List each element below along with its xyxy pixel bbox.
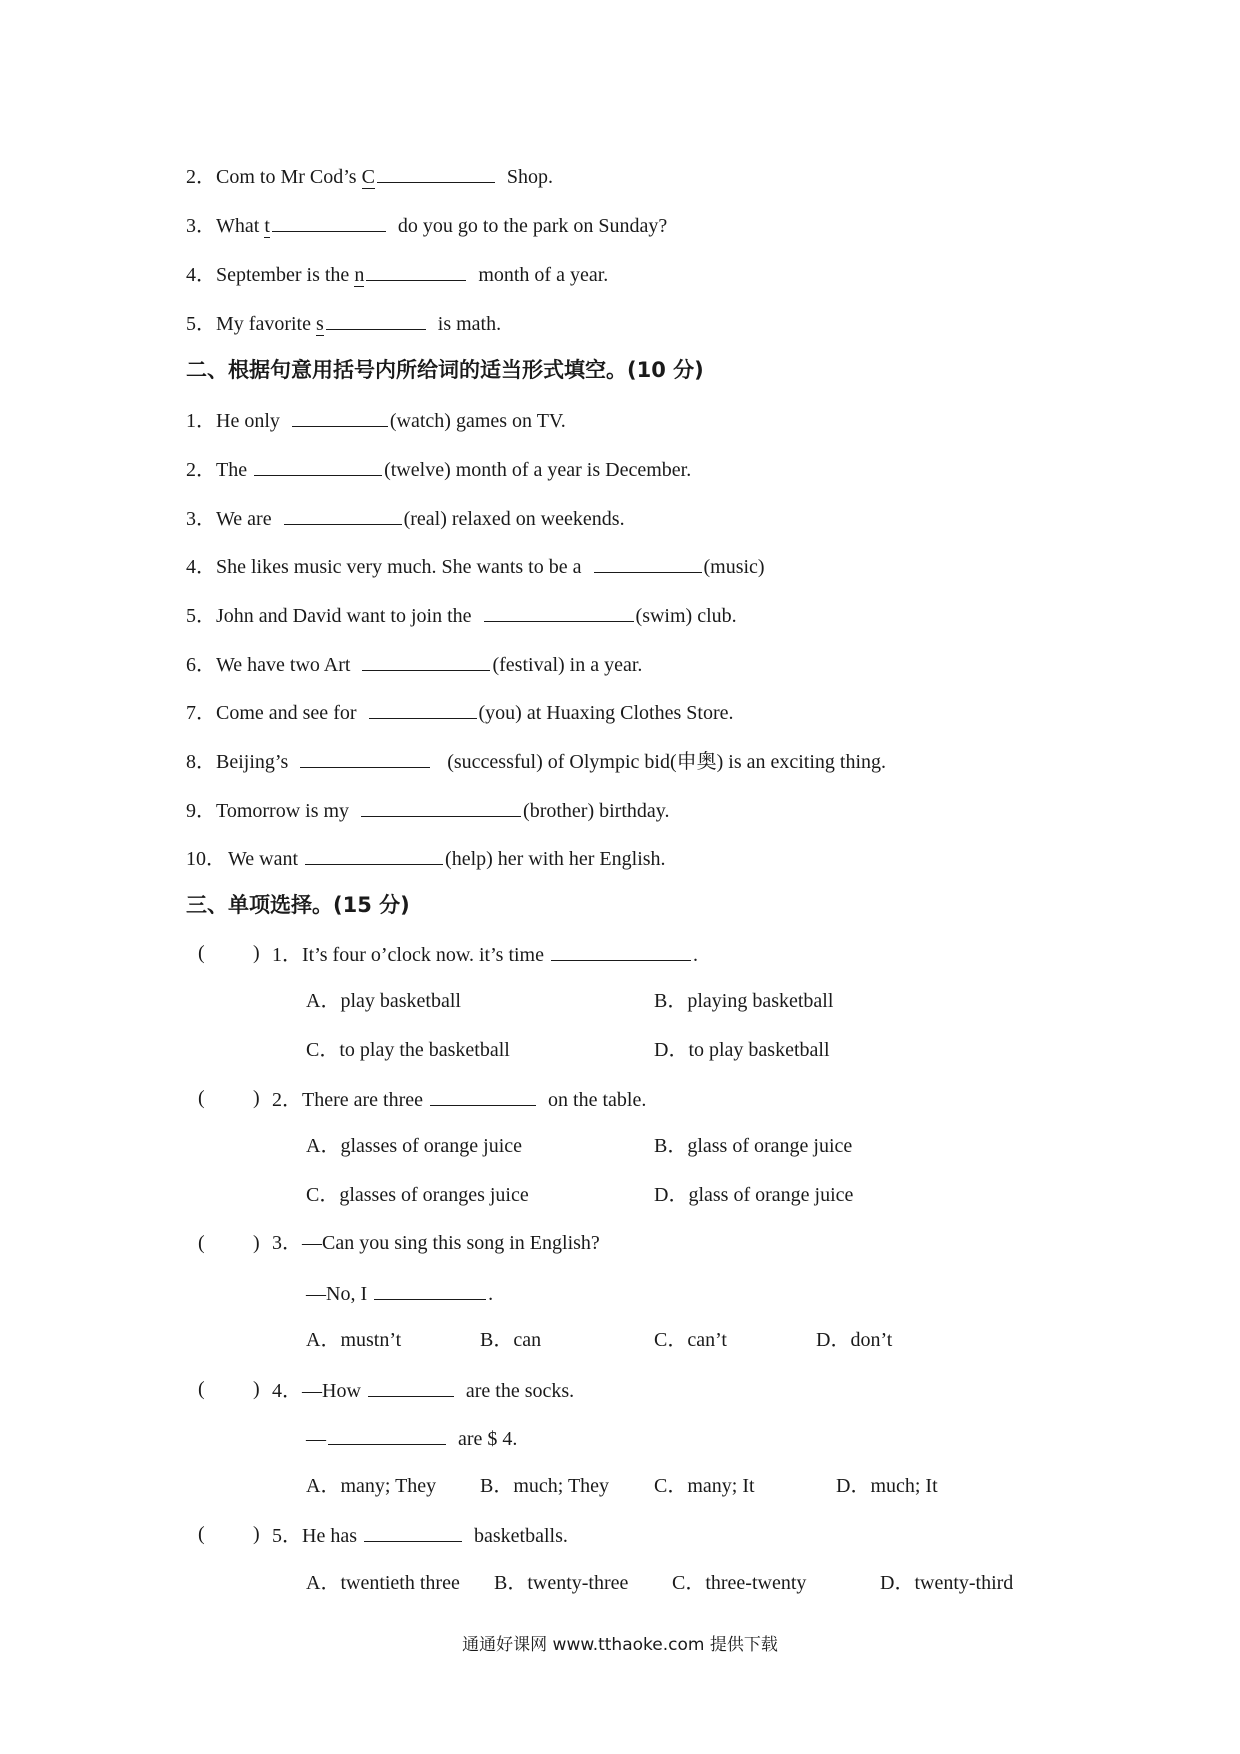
- answer-blank[interactable]: [300, 747, 430, 768]
- answer-blank[interactable]: [594, 552, 702, 573]
- q1-stem: 1．It’s four o’clock now. it’s time .: [272, 940, 698, 968]
- answer-paren-open: (: [198, 1087, 205, 1109]
- answer-slot[interactable]: [210, 940, 250, 966]
- part2-item-10: 10． We want (help) her with her English.: [186, 844, 666, 872]
- q3-option-d[interactable]: D．don’t: [816, 1329, 893, 1351]
- answer-paren-open: (: [198, 1378, 205, 1400]
- q4-option-a[interactable]: A．many; They: [306, 1475, 437, 1497]
- q1-option-d[interactable]: D．to play basketball: [654, 1039, 830, 1061]
- part2-item-3: 3．We are (real) relaxed on weekends.: [186, 504, 625, 532]
- answer-blank[interactable]: [369, 698, 477, 719]
- answer-blank: [364, 1521, 462, 1542]
- part2-item-9: 9．Tomorrow is my (brother) birthday.: [186, 796, 669, 824]
- q5-option-a[interactable]: A．twentieth three: [306, 1572, 460, 1594]
- hint-letter: C: [361, 166, 375, 188]
- part2-item-5: 5．John and David want to join the (swim) club.: [186, 601, 737, 629]
- part2-item-6: 6．We have two Art (festival) in a year.: [186, 650, 642, 678]
- q2-option-d[interactable]: D．glass of orange juice: [654, 1184, 854, 1206]
- part2-item-7: 7．Come and see for (you) at Huaxing Clothes Store.: [186, 698, 733, 726]
- answer-paren-open: (: [198, 1232, 205, 1254]
- part1-item-2: 2．Com to Mr Cod’s C Shop.: [186, 162, 553, 190]
- answer-slot[interactable]: [210, 1521, 250, 1547]
- q5-option-c[interactable]: C．three-twenty: [672, 1572, 807, 1594]
- q3-option-b[interactable]: B．can: [480, 1329, 542, 1351]
- q2-option-a[interactable]: A．glasses of orange juice: [306, 1135, 523, 1157]
- q3-reply: —No, I .: [306, 1279, 493, 1307]
- answer-paren-close: ): [253, 1232, 260, 1254]
- part1-item-5: 5．My favorite s is math.: [186, 309, 501, 337]
- answer-blank[interactable]: [484, 601, 634, 622]
- q1-option-a[interactable]: A．play basketball: [306, 990, 461, 1012]
- answer-paren-close: ): [253, 1087, 260, 1109]
- answer-paren-close: ): [253, 1378, 260, 1400]
- answer-blank: [368, 1376, 454, 1397]
- q4-option-b[interactable]: B．much; They: [480, 1475, 610, 1497]
- answer-blank[interactable]: [272, 211, 386, 232]
- q2-option-c[interactable]: C．glasses of oranges juice: [306, 1184, 529, 1206]
- answer-slot[interactable]: [210, 1230, 250, 1256]
- part2-item-2: 2．The (twelve) month of a year is December.: [186, 455, 691, 483]
- answer-blank: [374, 1279, 486, 1300]
- q3-option-c[interactable]: C．can’t: [654, 1329, 727, 1351]
- hint-letter: s: [315, 313, 324, 335]
- answer-blank: [328, 1424, 446, 1445]
- q1-option-c[interactable]: C．to play the basketball: [306, 1039, 510, 1061]
- q5-stem: 5．He has basketballs.: [272, 1521, 568, 1549]
- answer-blank[interactable]: [366, 260, 466, 281]
- hint-letter: n: [354, 264, 365, 286]
- q4-stem: 4．—How are the socks.: [272, 1376, 574, 1404]
- part1-item-3: 3．What t do you go to the park on Sunday?: [186, 211, 667, 239]
- answer-blank: [430, 1085, 536, 1106]
- answer-blank[interactable]: [254, 455, 382, 476]
- q4-option-d[interactable]: D．much; It: [836, 1475, 938, 1497]
- q1-option-b[interactable]: B．playing basketball: [654, 990, 834, 1012]
- q3-stem: 3．—Can you sing this song in English?: [272, 1232, 600, 1254]
- answer-paren-open: (: [198, 942, 205, 964]
- q3-option-a[interactable]: A．mustn’t: [306, 1329, 402, 1351]
- answer-paren-close: ): [253, 1523, 260, 1545]
- answer-slot[interactable]: [210, 1085, 250, 1111]
- answer-blank[interactable]: [362, 650, 490, 671]
- q5-option-d[interactable]: D．twenty-third: [880, 1572, 1014, 1594]
- answer-slot[interactable]: [210, 1376, 250, 1402]
- q2-stem: 2．There are three on the table.: [272, 1085, 646, 1113]
- answer-blank[interactable]: [284, 504, 402, 525]
- answer-blank[interactable]: [361, 796, 521, 817]
- answer-blank[interactable]: [292, 406, 388, 427]
- hint-letter: t: [264, 215, 270, 237]
- answer-paren-close: ): [253, 942, 260, 964]
- answer-paren-open: (: [198, 1523, 205, 1545]
- section-heading-part2: 二、根据句意用括号内所给词的适当形式填空。(10 分): [186, 358, 704, 382]
- answer-blank[interactable]: [305, 844, 443, 865]
- page-footer: 通通好课网 www.tthaoke.com 提供下载: [462, 1635, 778, 1655]
- q2-option-b[interactable]: B．glass of orange juice: [654, 1135, 853, 1157]
- part2-item-4: 4．She likes music very much. She wants to be a (music): [186, 552, 765, 580]
- answer-blank: [551, 940, 691, 961]
- answer-blank[interactable]: [326, 309, 426, 330]
- section-heading-part3: 三、单项选择。(15 分): [186, 893, 410, 917]
- part2-item-1: 1．He only (watch) games on TV.: [186, 406, 566, 434]
- part1-item-4: 4．September is the n month of a year.: [186, 260, 608, 288]
- q4-reply: — are $ 4.: [306, 1424, 517, 1452]
- q5-option-b[interactable]: B．twenty-three: [494, 1572, 629, 1594]
- part2-item-8: 8．Beijing’s (successful) of Olympic bid(申奥) is an exciting thing.: [186, 747, 886, 775]
- answer-blank[interactable]: [377, 162, 495, 183]
- q4-option-c[interactable]: C．many; It: [654, 1475, 755, 1497]
